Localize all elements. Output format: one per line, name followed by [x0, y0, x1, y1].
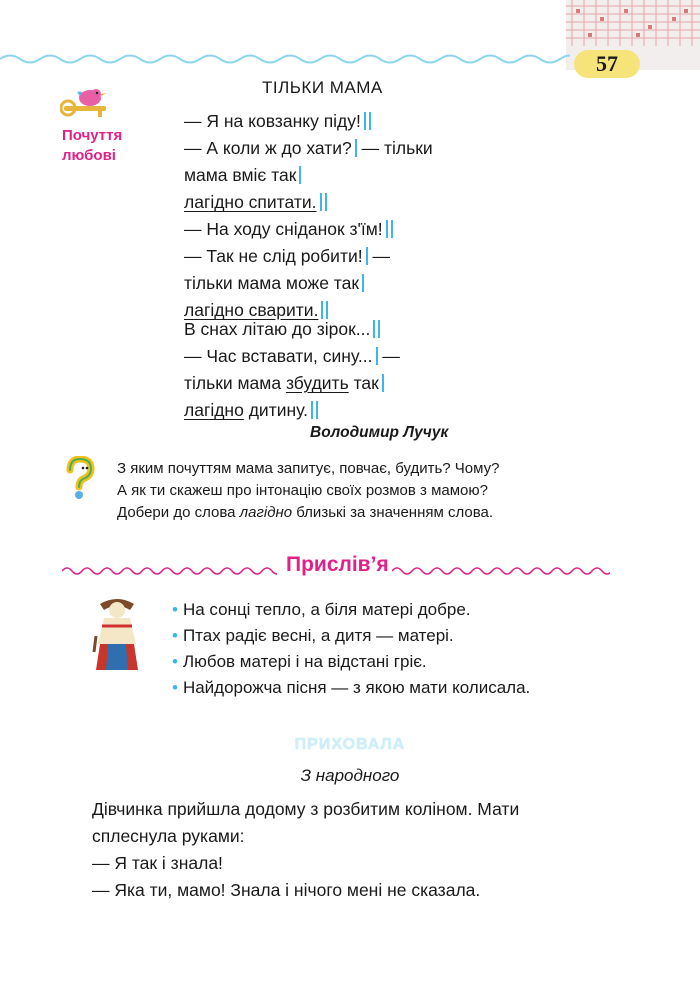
poem-author: Володимир Лучук: [310, 424, 449, 441]
questions-block: [117, 458, 499, 524]
section-divider-left: [62, 565, 277, 577]
page-number: 57: [574, 50, 640, 78]
side-label: Почуття любові: [62, 127, 123, 164]
key-bird-icon: [60, 84, 116, 120]
question-3: Добери до слова лагідно близькі за значенням слова.: [117, 504, 494, 521]
poem-title: ТІЛЬКИ МАМА: [262, 78, 383, 97]
question-2: А як ти скажеш про інтонацію своїх розмов з мамою?: [117, 482, 488, 499]
section-divider-right: [392, 565, 610, 577]
list-item: • Птах радіє весні, а дитя — матері.: [172, 626, 454, 645]
question-mark-icon: [62, 456, 98, 500]
list-item: • Найдорожча пісня — з якою мати колисала.: [172, 678, 531, 697]
story-subtitle: З народного: [300, 766, 400, 785]
proverbs-list: [172, 597, 530, 701]
story-text: Дівчинка прийшла додому з розбитим коліном. Мати сплеснула руками: — Я так і знала! — Яка ти, мамо! Знала і нічого мені не сказала.: [92, 799, 520, 900]
poem-stanza-1: — Я на ковзанку піду! — А коли ж до хати? — тільки мама вміє так лагідно спитати.: [184, 111, 433, 212]
poem-stanza-2: — На ходу сніданок з'їм! — Так не слід робити! — тільки мама може так лагідно сварити.: [184, 216, 393, 324]
story-title: ПРИХОВАЛА: [294, 736, 406, 753]
question-1: З яким почуттям мама запитує, повчає, будить? Чому?: [117, 460, 500, 477]
proverbs-title: Прислів’я: [286, 553, 389, 576]
decorative-wave-line: [0, 52, 570, 66]
list-item: • Любов матері і на відстані гріє.: [172, 652, 427, 671]
poem-stanza-3: В снах літаю до зірок... — Час вставати, сину... — тільки мама збудить так лагідно дитину.: [184, 319, 400, 420]
list-item: • На сонці тепло, а біля матері добре.: [172, 600, 471, 619]
motanka-doll-icon: [92, 596, 142, 672]
